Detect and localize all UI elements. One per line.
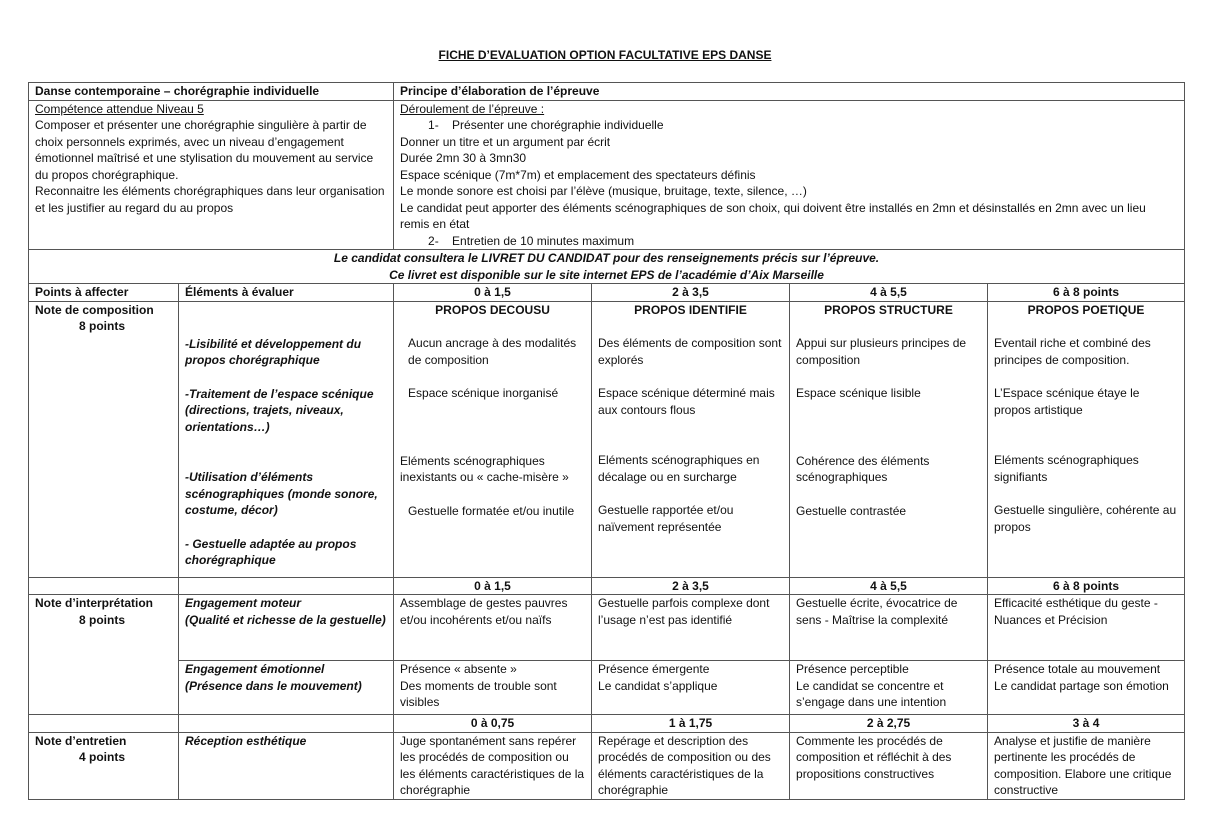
interpretation-note: Note d’interprétation xyxy=(35,596,154,610)
deroulement-cell xyxy=(394,100,1185,250)
composition-criteria-cell xyxy=(179,301,394,577)
descriptor: Espace scénique lisible xyxy=(796,386,921,400)
step-2: 2- Entretien de 10 minutes maximum xyxy=(428,233,635,248)
descriptor: Gestuelle parfois complexe dont l’usage n’est pas identifié xyxy=(592,595,790,661)
range-header: 2 à 2,75 xyxy=(790,715,988,733)
descriptor: Présence « absente » xyxy=(400,662,517,676)
interpretation-note-cell xyxy=(29,595,179,715)
descriptor: Gestuelle contrastée xyxy=(796,503,907,518)
criterion: - Gestuelle adaptée au propos chorégraphique xyxy=(185,536,357,567)
interpretation-points: 8 points xyxy=(79,612,126,627)
principle-header: Principe d’élaboration de l’épreuve xyxy=(394,83,1185,101)
descriptor-cell xyxy=(592,661,790,715)
range-header: 1 à 1,75 xyxy=(592,715,790,733)
descriptor: Le candidat se concentre et s’engage dans une intention xyxy=(796,678,947,709)
top-header-row xyxy=(29,83,1185,101)
descriptor-cell xyxy=(988,661,1185,715)
descriptor: Analyse et justifie de manière pertinente les procédés de composition. Elabore une critique constructive xyxy=(988,732,1185,799)
composition-col-2 xyxy=(592,301,790,577)
step-1: 1- Présenter une chorégraphie individuelle xyxy=(428,118,664,132)
descriptor: Eventail riche et combiné des principes de composition. xyxy=(994,336,1151,367)
descriptor: L’Espace scénique étaye le propos artistique xyxy=(994,386,1140,417)
competence-title: Compétence attendue Niveau 5 xyxy=(35,101,204,116)
descriptor: Espace scénique déterminé mais aux contours flous xyxy=(598,386,775,417)
descriptor-cell xyxy=(394,661,592,715)
descriptor: Eléments scénographiques signifiants xyxy=(994,453,1139,484)
range-header: 3 à 4 xyxy=(988,715,1185,733)
criterion: -Utilisation d’éléments scénographiques (monde sonore, costume, décor) xyxy=(185,470,378,517)
entretien-note-cell xyxy=(29,732,179,799)
descriptor: Assemblage de gestes pauvres et/ou incohérents et/ou naïfs xyxy=(394,595,592,661)
criterion: -Lisibilité et développement du propos chorégraphique xyxy=(185,336,362,367)
range-header: 6 à 8 points xyxy=(988,577,1185,595)
criterion-cell xyxy=(179,595,394,661)
descriptor: Gestuelle écrite, évocatrice de sens - Maîtrise la complexité xyxy=(790,595,988,661)
discipline-header: Danse contemporaine – chorégraphie individuelle xyxy=(29,83,394,101)
descriptor: Appui sur plusieurs principes de composition xyxy=(796,336,967,367)
descriptor: Efficacité esthétique du geste - Nuances et Précision xyxy=(988,595,1185,661)
range-header: 2 à 3,5 xyxy=(592,577,790,595)
competence-text: Composer et présenter une chorégraphie singulière à partir de choix personnels exprimés, avec un niveau d’engagement émotionnel maîtrisé et une stylisation du mouvement au service du propos chorégraphique. xyxy=(35,118,374,182)
criterion: Engagement émotionnel xyxy=(185,662,325,676)
range-header: 0 à 1,5 xyxy=(394,577,592,595)
range-header: 0 à 1,5 xyxy=(394,284,592,302)
evaluation-table xyxy=(28,82,1185,800)
descriptor: Des moments de trouble sont visibles xyxy=(400,678,557,709)
descriptor: Espace scénique inorganisé xyxy=(408,386,559,400)
descriptor: Présence perceptible xyxy=(796,662,909,676)
descriptor: Présence totale au mouvement xyxy=(994,662,1161,676)
range-header: 4 à 5,5 xyxy=(790,577,988,595)
range-header: 2 à 3,5 xyxy=(592,284,790,302)
page-title: FICHE D’EVALUATION OPTION FACULTATIVE EPS DANSE xyxy=(438,48,772,62)
descriptor-cell xyxy=(790,661,988,715)
criterion-detail: (Présence dans le mouvement) xyxy=(185,678,362,693)
descriptor: Présence émergente xyxy=(598,662,710,676)
composition-col-1 xyxy=(394,301,592,577)
descriptor: Cohérence des éléments scénographiques xyxy=(796,453,930,484)
composition-note: Note de composition xyxy=(35,302,154,317)
range-header: 0 à 0,75 xyxy=(394,715,592,733)
deroulement-line: Le monde sonore est choisi par l’élève (musique, bruitage, texte, silence, …) xyxy=(400,184,807,198)
range-header: 6 à 8 points xyxy=(988,284,1185,302)
criterion: -Traitement de l’espace scénique (directions, trajets, niveaux, orientations…) xyxy=(185,386,374,434)
notice-line-2: Ce livret est disponible sur le site internet EPS de l’académie d’Aix Marseille xyxy=(389,267,824,282)
criterion-detail: (Qualité et richesse de la gestuelle) xyxy=(185,612,386,627)
competence-text-2: Reconnaitre les éléments chorégraphiques dans leur organisation et les justifier au regard du au propos xyxy=(35,184,385,215)
composition-note-cell xyxy=(29,301,179,577)
elements-header: Éléments à évaluer xyxy=(179,284,394,302)
criterion: Réception esthétique xyxy=(179,732,394,799)
interpretation-scale-row xyxy=(29,577,1185,595)
level-label: PROPOS DECOUSU xyxy=(435,302,550,317)
composition-row xyxy=(29,301,1185,577)
descriptor: Gestuelle formatée et/ou inutile xyxy=(408,503,575,518)
points-header: Points à affecter xyxy=(29,284,179,302)
descriptor: Repérage et description des procédés de composition ou des éléments caractéristiques de la chorégraphie xyxy=(592,732,790,799)
deroulement-line: Le candidat peut apporter des éléments scénographiques de son choix, qui doivent être installés en 2mn et désinstallés en 2mn avec un lieu remis en état xyxy=(400,200,1146,231)
level-label: PROPOS POETIQUE xyxy=(1027,302,1145,317)
notice-line-1: Le candidat consultera le LIVRET DU CANDIDAT pour des renseignements précis sur l’épreuve. xyxy=(333,251,880,265)
composition-col-4 xyxy=(988,301,1185,577)
descriptor: Commente les procédés de composition et réfléchit à des propositions constructives xyxy=(790,732,988,799)
criterion-cell xyxy=(179,661,394,715)
top-content-row xyxy=(29,100,1185,250)
level-label: PROPOS IDENTIFIE xyxy=(634,302,747,317)
descriptor: Eléments scénographiques en décalage ou en surcharge xyxy=(598,453,760,484)
composition-col-3 xyxy=(790,301,988,577)
deroulement-line: Espace scénique (7m*7m) et emplacement des spectateurs définis xyxy=(400,167,756,182)
interpretation-row-1 xyxy=(29,595,1185,661)
range-header: 4 à 5,5 xyxy=(790,284,988,302)
interpretation-row-2 xyxy=(29,661,1185,715)
descriptor: Juge spontanément sans repérer les procédés de composition ou les éléments caractéristiques de la chorégraphie xyxy=(394,732,592,799)
entretien-points: 4 points xyxy=(79,750,126,764)
descriptor: Le candidat partage son émotion xyxy=(994,678,1169,693)
entretien-row xyxy=(29,732,1185,799)
entretien-note: Note d’entretien xyxy=(35,733,127,748)
deroulement-line: Donner un titre et un argument par écrit xyxy=(400,134,611,149)
descriptor: Gestuelle rapportée et/ou naïvement représentée xyxy=(598,503,734,534)
notice-row xyxy=(29,250,1185,284)
level-label: PROPOS STRUCTURE xyxy=(824,302,953,317)
entretien-scale-row xyxy=(29,715,1185,733)
scale-header-row xyxy=(29,284,1185,302)
notice-cell xyxy=(29,250,1185,284)
descriptor: Le candidat s’applique xyxy=(598,678,718,693)
deroulement-title: Déroulement de l’épreuve : xyxy=(400,101,545,116)
competence-cell xyxy=(29,100,394,250)
descriptor: Des éléments de composition sont explorés xyxy=(598,336,782,367)
descriptor: Gestuelle singulière, cohérente au propos xyxy=(994,503,1177,534)
criterion: Engagement moteur xyxy=(185,596,302,610)
descriptor: Eléments scénographiques inexistants ou « cache-misère » xyxy=(400,453,569,484)
composition-points: 8 points xyxy=(79,319,126,333)
deroulement-line: Durée 2mn 30 à 3mn30 xyxy=(400,151,527,165)
descriptor: Aucun ancrage à des modalités de composition xyxy=(408,336,577,367)
